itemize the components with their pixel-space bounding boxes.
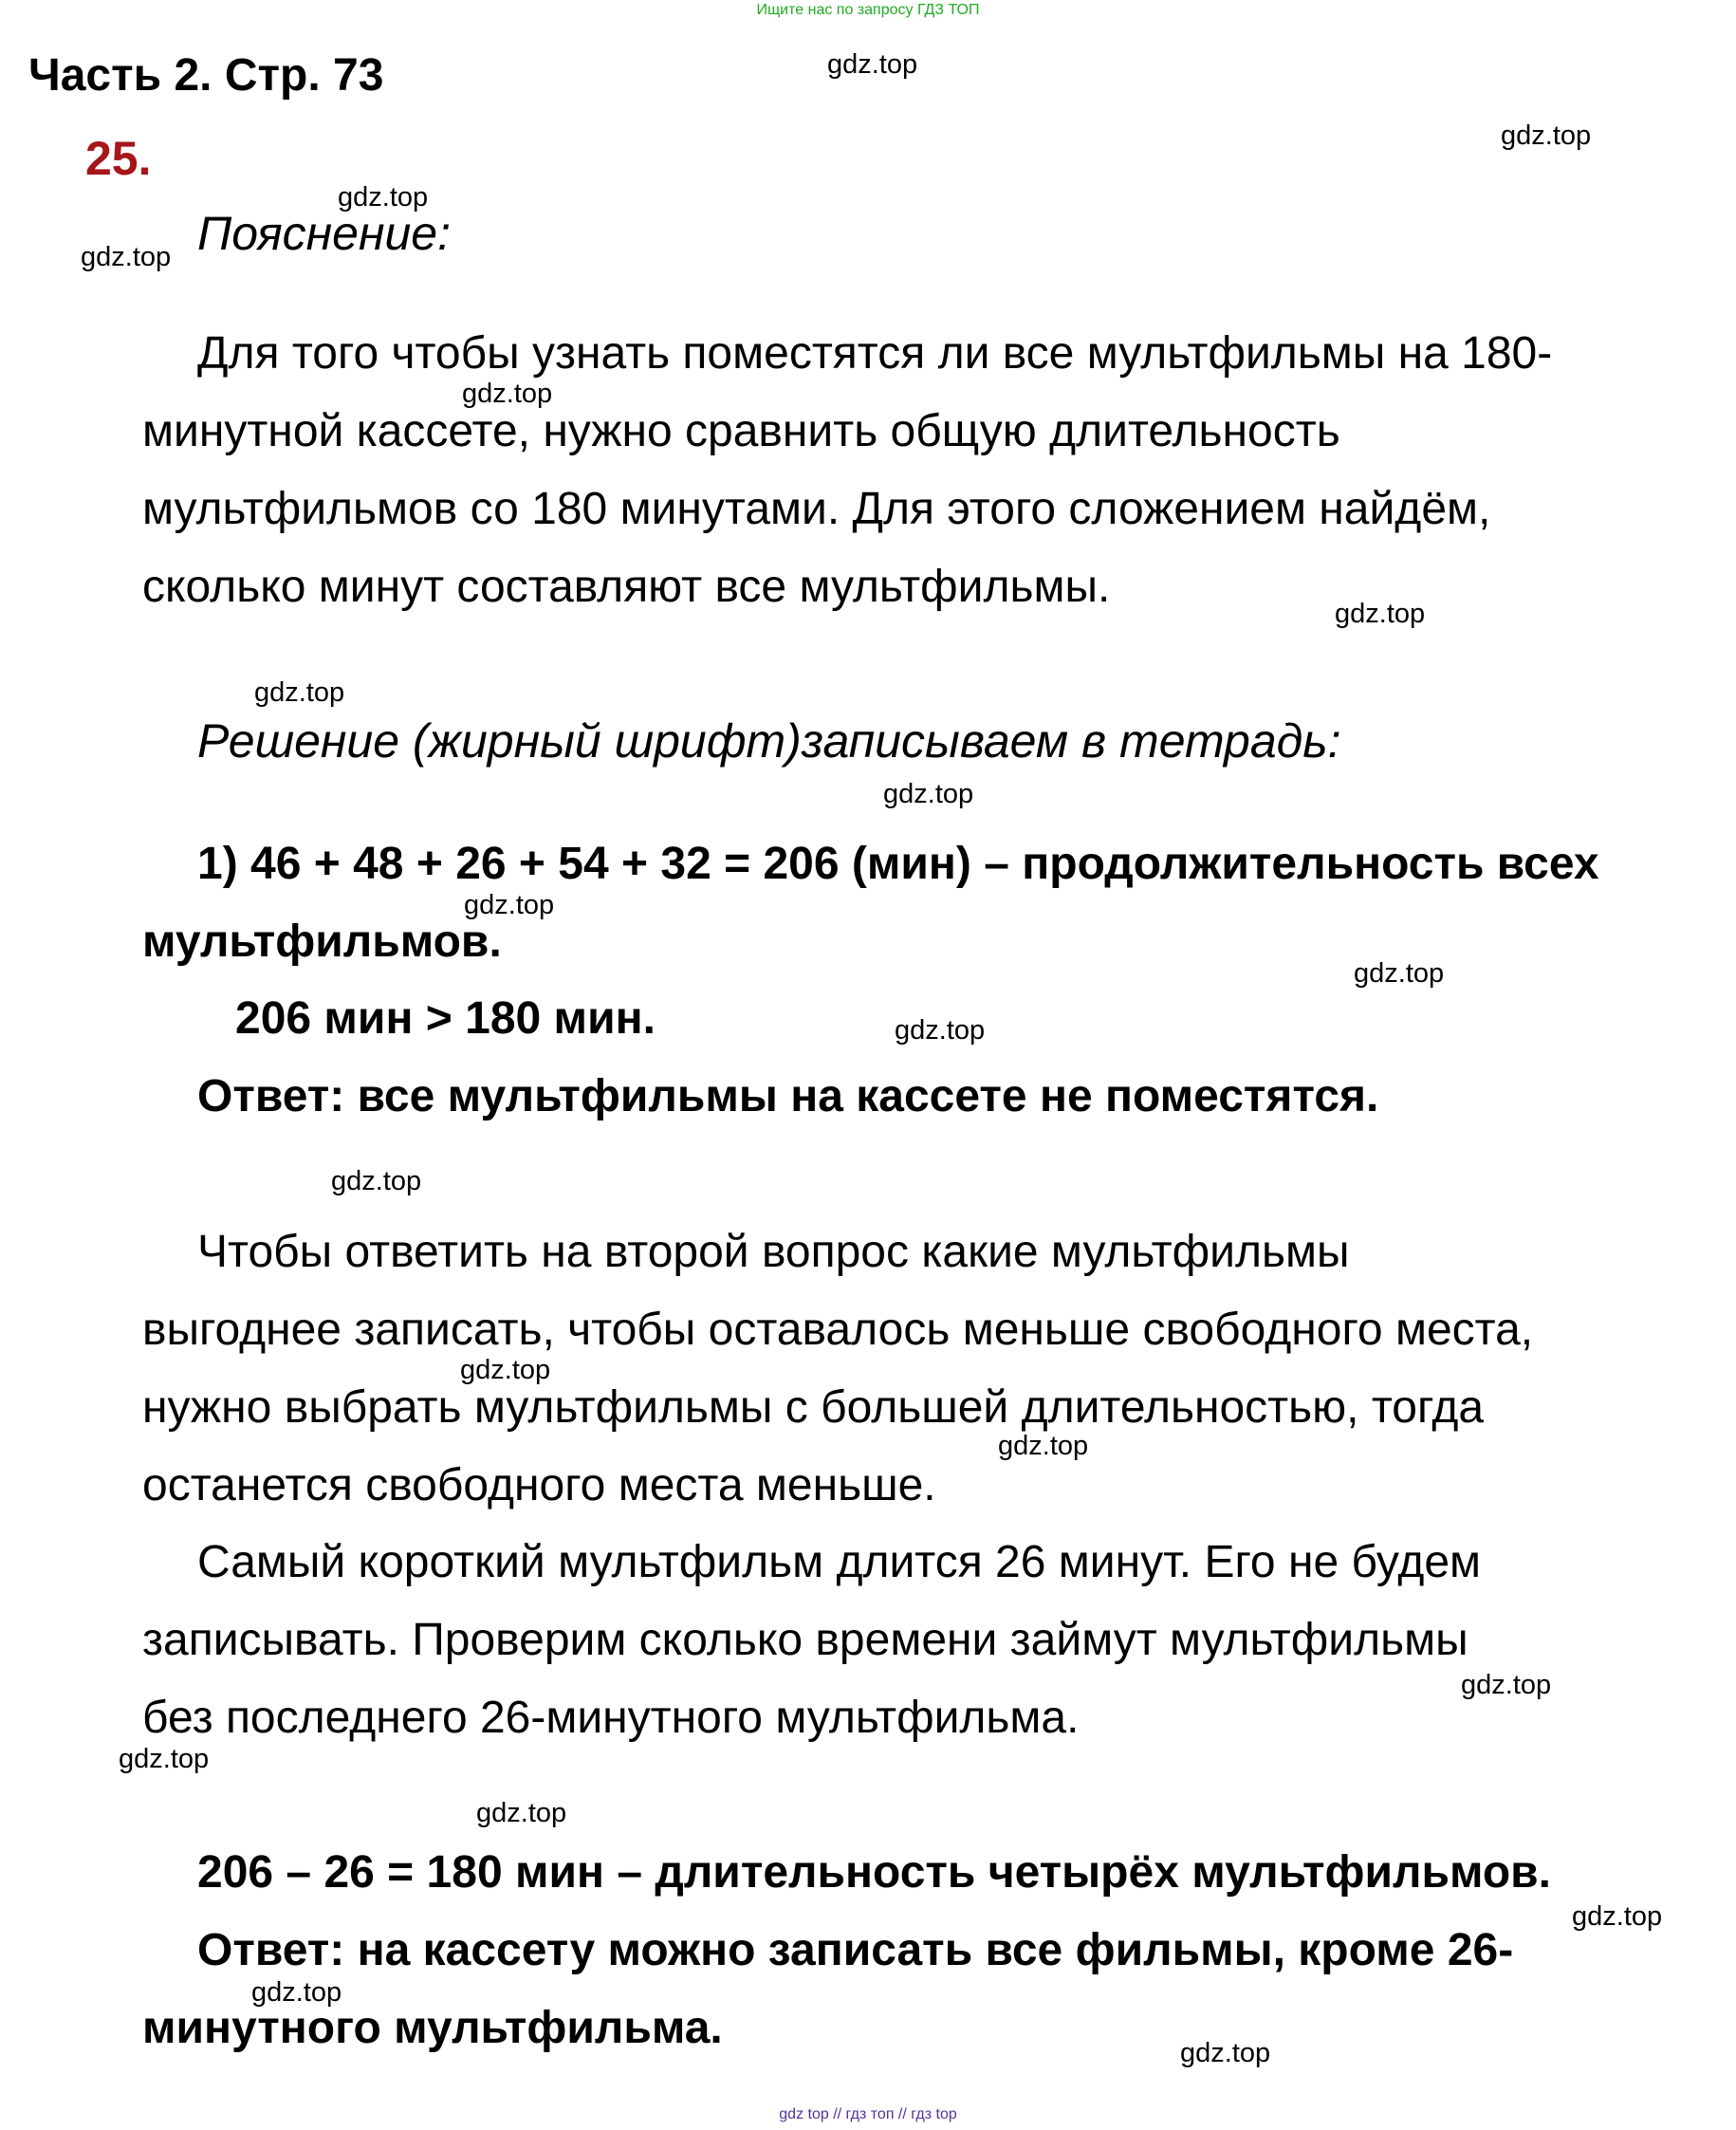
explanation-heading: Пояснение:	[197, 207, 451, 260]
watermark: gdz.top	[81, 242, 172, 272]
answer1: Ответ: все мультфильмы на кассете не поместятся.	[197, 1071, 1379, 1121]
para3-line: без последнего 26-минутного мультфильма.	[142, 1693, 1080, 1743]
answer2-line: минутного мультфильма.	[142, 2003, 723, 2053]
para2-line: нужно выбрать мультфильмы с большей длительностью, тогда	[142, 1382, 1485, 1433]
watermark: gdz.top	[462, 379, 553, 409]
watermark: gdz.top	[338, 182, 429, 213]
watermark: gdz.top	[1354, 958, 1445, 989]
watermark: gdz.top	[1572, 1901, 1663, 1932]
step1-line: 1) 46 + 48 + 26 + 54 + 32 = 206 (мин) – продолжительность всех	[197, 839, 1599, 889]
watermark: gdz.top	[254, 677, 345, 708]
para2-line: Чтобы ответить на второй вопрос какие мультфильмы	[197, 1227, 1350, 1277]
solution-heading: Решение (жирный шрифт)записываем в тетрадь:	[197, 714, 1341, 768]
page-header: Часть 2. Стр. 73	[28, 50, 384, 101]
task-number: 25.	[85, 132, 152, 185]
watermark: gdz.top	[883, 779, 974, 809]
explanation-line: минутной кассете, нужно сравнить общую длительность	[142, 406, 1340, 456]
top-banner[interactable]: Ищите нас по запросу ГДЗ ТОП	[756, 2, 980, 18]
para2-line: выгоднее записать, чтобы оставалось меньше свободного места,	[142, 1305, 1534, 1355]
comparison: 206 мин > 180 мин.	[235, 993, 656, 1044]
para3-line: Самый короткий мультфильм длится 26 минут. Его не будем	[197, 1537, 1482, 1587]
watermark: gdz.top	[827, 49, 918, 80]
watermark: gdz.top	[1335, 599, 1426, 629]
para2-line: останется свободного места меньше.	[142, 1460, 936, 1510]
watermark: gdz.top	[998, 1431, 1089, 1461]
answer2-line: Ответ: на кассету можно записать все фильмы, кроме 26-	[197, 1925, 1514, 1975]
para3-line: записывать. Проверим сколько времени займут мультфильмы	[142, 1615, 1468, 1665]
watermark: gdz.top	[895, 1015, 986, 1046]
watermark: gdz.top	[1501, 120, 1592, 151]
step1-line: мультфильмов.	[142, 917, 502, 967]
footer[interactable]: gdz top // гдз топ // гдз top	[779, 2106, 957, 2122]
watermark: gdz.top	[251, 1977, 342, 2008]
watermark: gdz.top	[464, 890, 555, 920]
watermark: gdz.top	[460, 1355, 551, 1385]
step2: 206 – 26 = 180 мин – длительность четырёх мультфильмов.	[197, 1847, 1551, 1898]
watermark: gdz.top	[1180, 2038, 1271, 2068]
watermark: gdz.top	[1461, 1670, 1552, 1700]
watermark: gdz.top	[476, 1798, 567, 1828]
watermark: gdz.top	[119, 1744, 210, 1774]
explanation-line: мультфильмов со 180 минутами. Для этого сложением найдём,	[142, 484, 1491, 534]
explanation-line: сколько минут составляют все мультфильмы.	[142, 562, 1111, 612]
watermark: gdz.top	[331, 1166, 422, 1196]
explanation-line: Для того чтобы узнать поместятся ли все мультфильмы на 180-	[197, 328, 1553, 379]
